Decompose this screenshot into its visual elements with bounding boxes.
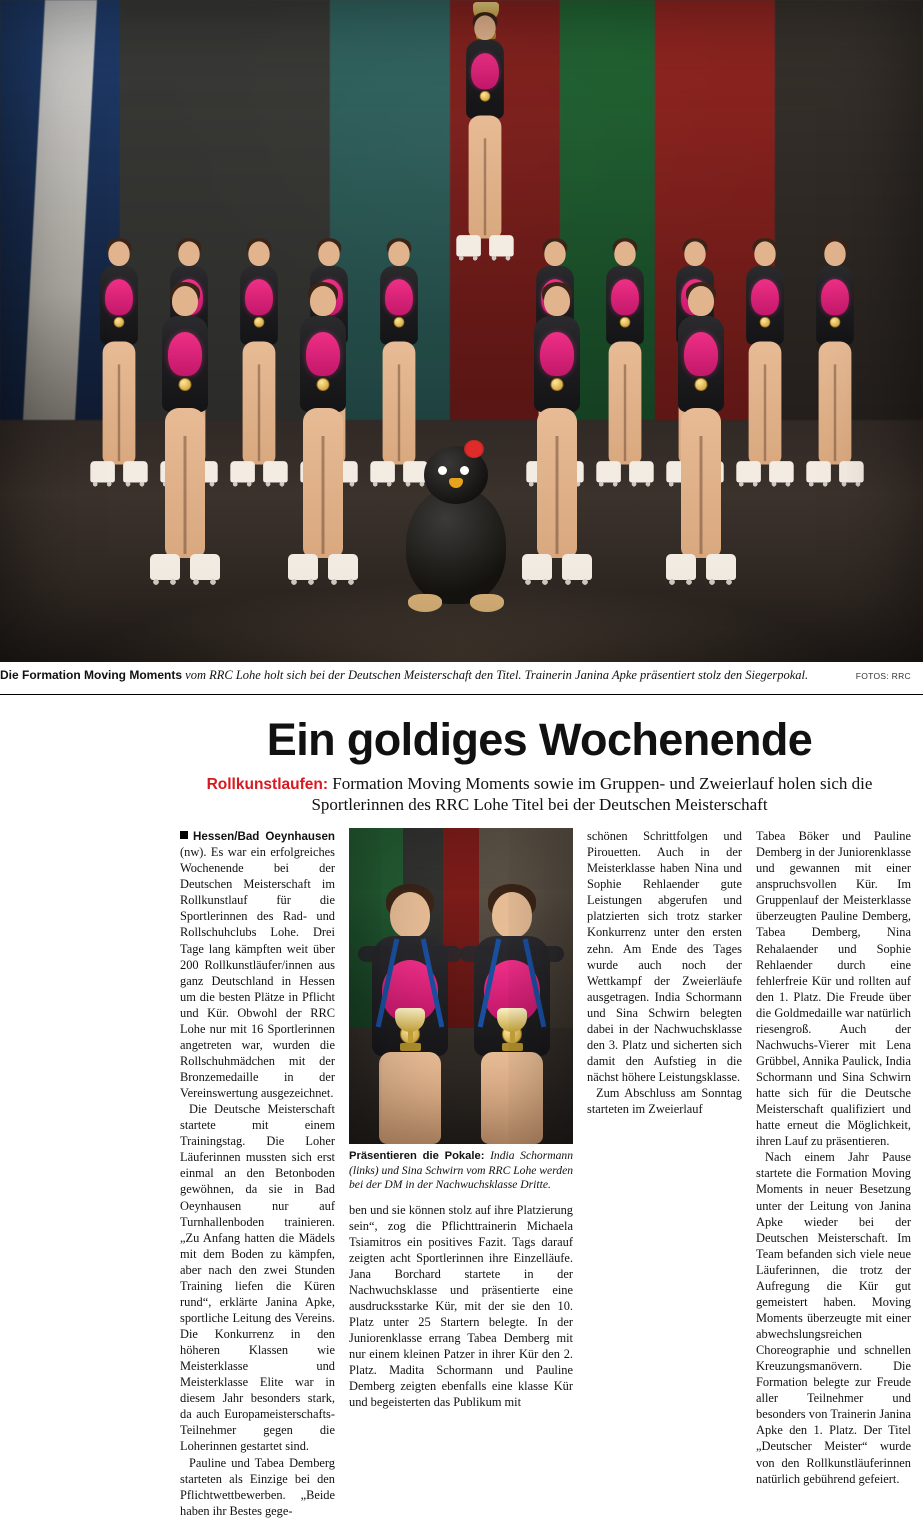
- skater-back-7: [595, 241, 656, 512]
- team-photo: [0, 0, 923, 662]
- article-column-2: [349, 828, 573, 1410]
- left-margin: [0, 828, 166, 1519]
- pair-photo: [349, 828, 573, 1144]
- skater-front-1: [148, 286, 222, 616]
- paragraph: Zum Abschluss am Sonntag starteten im Zweierlauf: [587, 1086, 742, 1117]
- pair-photo-caption-lead: Präsentieren die Pokale:: [349, 1150, 485, 1163]
- skater-back-3: [229, 241, 290, 512]
- skater-sina-schwirn: [457, 886, 567, 1144]
- skater-front-3: [520, 286, 594, 616]
- pair-photo-caption: [349, 1149, 573, 1192]
- article-column-4: [756, 828, 911, 1487]
- skater-back-9: [735, 241, 796, 512]
- paragraph: [180, 828, 335, 1101]
- dateline-location: Hessen/Bad Oeynhausen: [193, 830, 335, 844]
- skater-back-1: [89, 241, 150, 512]
- pair-photo-caption-text: India Schormann (links) und Sina Schwirn vom RRC Lohe werden bei der DM in der Nachwuchsklasse Dritte.: [349, 1149, 574, 1192]
- article-columns: [180, 828, 911, 1519]
- page-title: Ein goldiges Wochenende: [266, 713, 813, 765]
- paragraph: schönen Schrittfolgen und Pirouetten. Auch in der Meisterklasse haben Nina und Sophie Rehlaender gute Leistungen abgerufen und platzierten sich trotz starker Konkurrenz unter den ersten zehn. Am Ende des Tages wurde auch noch der Wettkampf der Zweierläufe ausgetragen. India Schormann und Sina Schwirn belegten dabei in der Nachwuchsklasse den 3. Platz und sicherten sich damit den Aufstieg in die nächst höhere Leistungsklasse.: [587, 829, 742, 1085]
- paragraph: Nach einem Jahr Pause startete die Formation Moving Moments in neuer Besetzung unter der Leitung von Janina Apke wieder bei der Deutschen Meisterschaft. Im Team befanden sich viele neue Läuferinnen, die trotz der Aufregung die Kür gut gemeistert haben. Moving Moments überzeugte mit einer abwechslungsreichen Choreographie und schnellen Kreuzungsmanövern. Die Formation belegte zur Freude aller Teilnehmer und besonders von Trainerin Janina Apke den 1. Platz. Der Titel „Deutscher Meister“ wurde von den Rollkunstläuferinnen natürlich gebührend gefeiert.: [756, 1150, 911, 1486]
- square-bullet-icon: [180, 831, 188, 839]
- photo-caption: [0, 668, 808, 684]
- trophy-icon-left: [392, 1008, 428, 1054]
- photo-credit: FOTOS: RRC: [855, 671, 911, 681]
- skater-back-10: [805, 241, 866, 512]
- paragraph: Pauline und Tabea Demberg starteten als Einzige bei den Pflichtwettbewerben. „Beide haben ihr Bestes gege-: [180, 1455, 335, 1518]
- subheadline-text: Formation Moving Moments sowie im Gruppen- und Zweierlauf holen sich die Sportlerinnen des RRC Lohe Titel bei der Deutschen Meisterschaft: [311, 773, 873, 815]
- coach-with-trophy: [448, 36, 524, 286]
- article-column-3: [587, 828, 742, 1117]
- article-body: [0, 828, 923, 1519]
- photo-caption-lead: Die Formation Moving Moments: [0, 668, 183, 682]
- paragraph: Die Deutsche Meisterschaft startete mit einem Trainingstag. Die Loher Läuferinnen mussten sich erst einmal an den Betonboden gewöhnen, da sie in Bad Oeynhausen nur auf Turnhallenboden trainieren. „Zu Anfang hatten die Mädels mit dem Boden zu kämpfen, aber nach den zwei Stunden Training liefen die Küren rund“, erklärte Janina Apke, sportliche Leitung des Vereins. Die Konkurrenz in den höheren Klassen wie Meisterklasse und Meisterklasse Elite war in diesem Jahr besonders stark, da auch Europameisterschafts-Teilnehmer gegen die Loherinnen gestartet sind.: [180, 1102, 335, 1454]
- club-mascot: [398, 444, 514, 604]
- paragraph: ben und sie können stolz auf ihre Platzierung sein“, zog die Pflichttrainerin Michaela Tsiamitros ein positives Fazit. Tags darauf zeigten acht Sportlerinnen ihre Einzelläufe. Jana Borchard startete in der Nachwuchsklasse und präsentierte eine ausdrucksstarke Kür, mit der sie den 10. Platz unter 25 Startern belegte. In der Juniorenklasse errang Tabea Demberg mit nur einem kleinen Patzer in ihrer Kür den 2. Platz. Madita Schormann und Pauline Demberg zeigten ebenfalls eine klasse Kür und begeisterten das Publikum mit: [349, 1202, 573, 1410]
- subheadline: [180, 773, 899, 817]
- paragraph-text: (nw). Es war ein erfolgreiches Wochenende bei der Deutschen Meisterschaft im Rollkunstlauf für die Sportlerinnen des Rad- und Rollschuhclubs Lohe. Drei Tage lang kämpften weit über 200 Rollkunstläufer/innen aus ganz Deutschland in Hessen um die besten Plätze in Pflicht und Kür. Obwohl der RRC Lohe nur mit 16 Sportlerinnen angetreten war, wurden die Rollschuhmädchen mit der Bronzemedaille in der Vereinswertung ausgezeichnet.: [180, 845, 335, 1101]
- subheadline-kicker: Rollkunstlaufen:: [206, 775, 329, 793]
- headline-block: [0, 695, 923, 816]
- paragraph: Tabea Böker und Pauline Demberg in der Juniorenklasse und gewannen mit einer anspruchsvollen Kür. Im Gruppenlauf der Meisterklasse überzeugten Pauline Demberg, Tabea Demberg, Nina Rehalaender und Sophie Rehlaender durch eine fehlerfreie Kür und rollten auf den 1. Platz. Die Freude über die Goldmedaille war natürlich riesengroß. Auch der Nachwuchs-Vierer mit Lena Grübbel, Annika Paulick, India Schormann und Sina Schwirn hatte sich für die Deutsche Meisterschaft qualifiziert und hatte erneut die Möglichkeit, ihren Lauf zu präsentieren.: [756, 829, 911, 1149]
- trophy-icon-right: [494, 1008, 530, 1054]
- photo-caption-text: vom RRC Lohe holt sich bei der Deutschen Meisterschaft den Titel. Trainerin Janina Apke präsentiert stolz den Siegerpokal.: [182, 668, 809, 682]
- skater-india-schormann: [355, 886, 465, 1144]
- mascot-flower-icon: [464, 440, 484, 458]
- skater-coach: [455, 15, 516, 286]
- article-column-1: [180, 828, 335, 1519]
- photo-caption-bar: [0, 662, 923, 692]
- skater-front-4: [664, 286, 738, 616]
- skater-front-2: [286, 286, 360, 616]
